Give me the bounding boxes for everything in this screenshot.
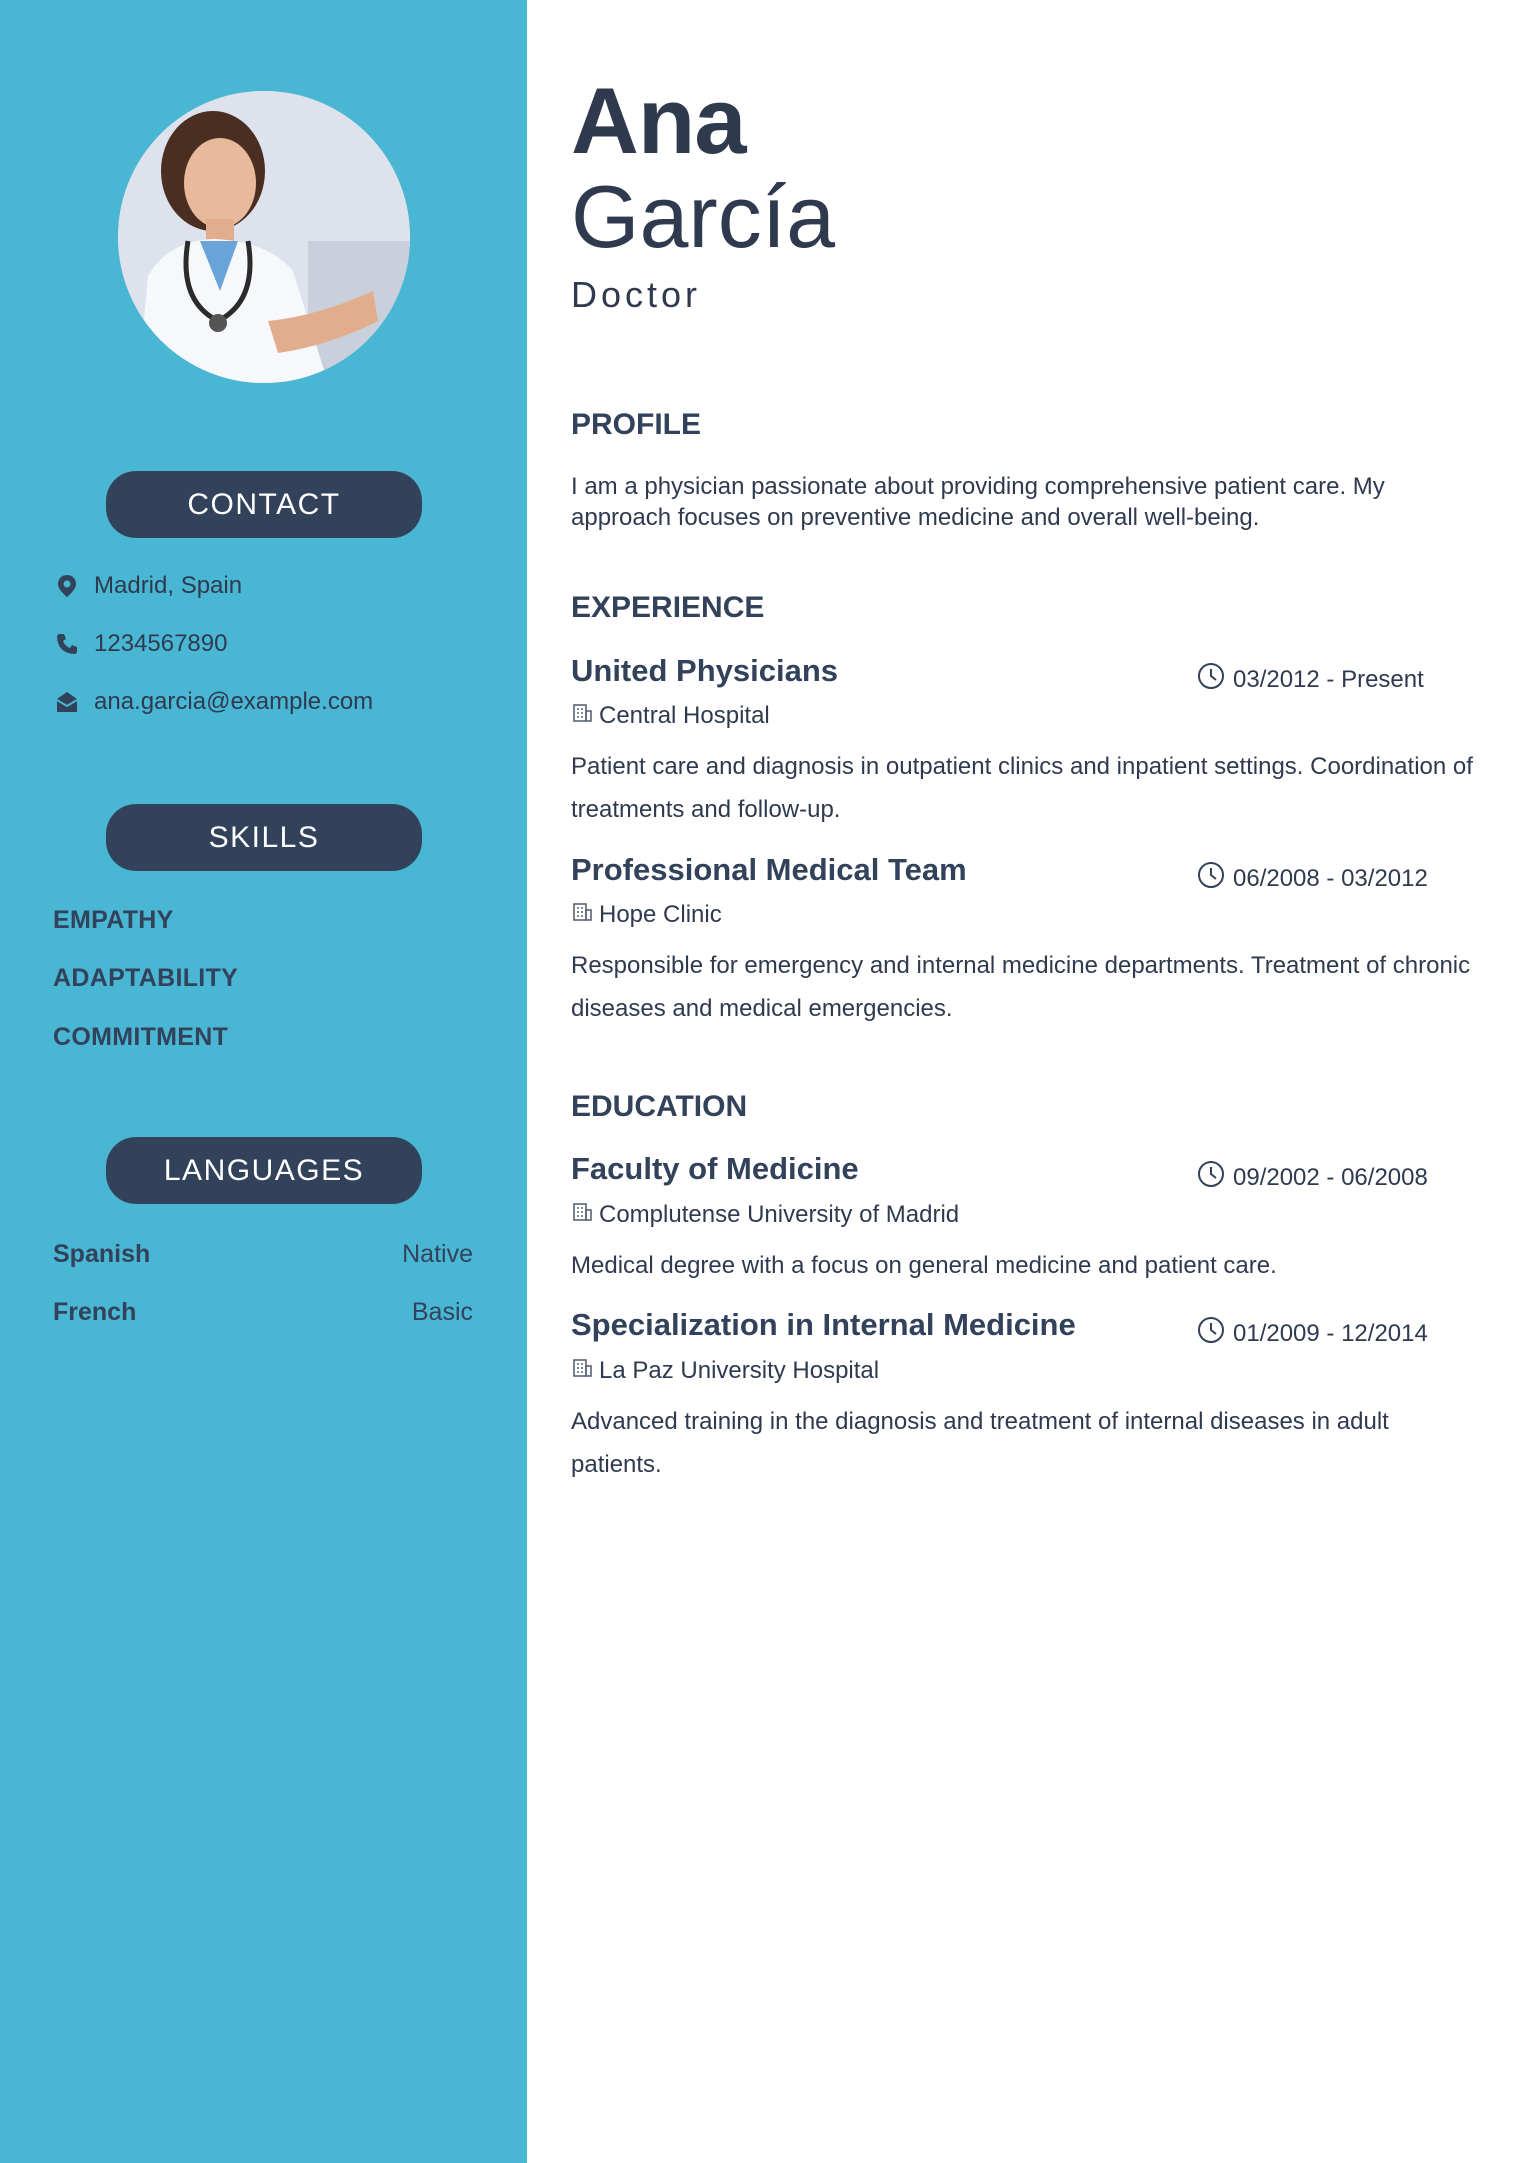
education-org <box>571 1356 879 1385</box>
contact-heading: CONTACT <box>106 471 422 538</box>
experience-org <box>571 900 722 929</box>
languages-heading: LANGUAGES <box>106 1137 422 1204</box>
first-name: Ana <box>571 68 746 173</box>
org-text: La Paz University Hospital <box>599 1356 880 1384</box>
experience-heading: EXPERIENCE <box>571 591 765 624</box>
skill-item: EMPATHY <box>53 906 174 934</box>
language-level: Native <box>402 1240 473 1268</box>
contact-location <box>54 572 242 600</box>
phone-text: 1234567890 <box>94 630 228 657</box>
skill-item: ADAPTABILITY <box>53 964 239 992</box>
education-date <box>1197 1160 1428 1195</box>
profile-photo <box>118 91 410 383</box>
language-level: Basic <box>411 1298 473 1326</box>
skill-item: COMMITMENT <box>53 1023 229 1051</box>
building-icon <box>571 1356 593 1385</box>
language-name: French <box>53 1298 137 1326</box>
experience-date <box>1197 861 1428 896</box>
building-icon <box>571 900 593 929</box>
building-icon <box>571 1200 593 1229</box>
education-heading: EDUCATION <box>571 1090 748 1123</box>
date-text: 01/2009 - 12/2014 <box>1233 1319 1428 1347</box>
email-icon <box>54 689 80 715</box>
clock-icon <box>1197 1316 1225 1351</box>
sidebar <box>0 0 527 2163</box>
experience-date <box>1197 662 1424 697</box>
location-pin-icon <box>54 573 80 599</box>
experience-title: United Physicians <box>571 653 839 688</box>
date-text: 03/2012 - Present <box>1233 665 1424 693</box>
education-description: Medical degree with a focus on general medicine and patient care. <box>571 1252 1277 1279</box>
date-text: 09/2002 - 06/2008 <box>1233 1163 1428 1191</box>
org-text: Complutense University of Madrid <box>599 1200 960 1228</box>
org-text: Hope Clinic <box>599 900 722 928</box>
job-title: Doctor <box>571 274 702 315</box>
education-date <box>1197 1316 1428 1351</box>
profile-text: I am a physician passionate about providing comprehensive patient care. My approach focuses on preventive medicine and overall well-being. <box>571 473 1385 531</box>
contact-phone <box>54 630 227 658</box>
building-icon <box>571 701 593 730</box>
phone-icon <box>54 631 80 657</box>
last-name: García <box>571 167 836 266</box>
education-description: Advanced training in the diagnosis and treatment of internal diseases in adult patients. <box>571 1408 1389 1478</box>
experience-title: Professional Medical Team <box>571 852 967 887</box>
clock-icon <box>1197 1160 1225 1195</box>
date-text: 06/2008 - 03/2012 <box>1233 864 1428 892</box>
education-title: Faculty of Medicine <box>571 1151 859 1186</box>
profile-heading: PROFILE <box>571 408 702 441</box>
email-text: ana.garcia@example.com <box>94 688 374 715</box>
experience-org <box>571 701 770 730</box>
experience-description: Patient care and diagnosis in outpatient clinics and inpatient settings. Coordination of treatments and follow-up. <box>571 753 1473 823</box>
education-org <box>571 1200 959 1229</box>
location-text: Madrid, Spain <box>94 572 243 599</box>
education-title: Specialization in Internal Medicine <box>571 1307 1076 1342</box>
org-text: Central Hospital <box>599 701 770 729</box>
language-row <box>53 1298 473 1327</box>
contact-email <box>54 688 373 716</box>
clock-icon <box>1197 662 1225 697</box>
experience-description: Responsible for emergency and internal medicine departments. Treatment of chronic diseases and medical emergencies. <box>571 952 1471 1022</box>
clock-icon <box>1197 861 1225 896</box>
language-row <box>53 1240 473 1269</box>
language-name: Spanish <box>53 1240 151 1268</box>
skills-heading: SKILLS <box>106 804 422 871</box>
